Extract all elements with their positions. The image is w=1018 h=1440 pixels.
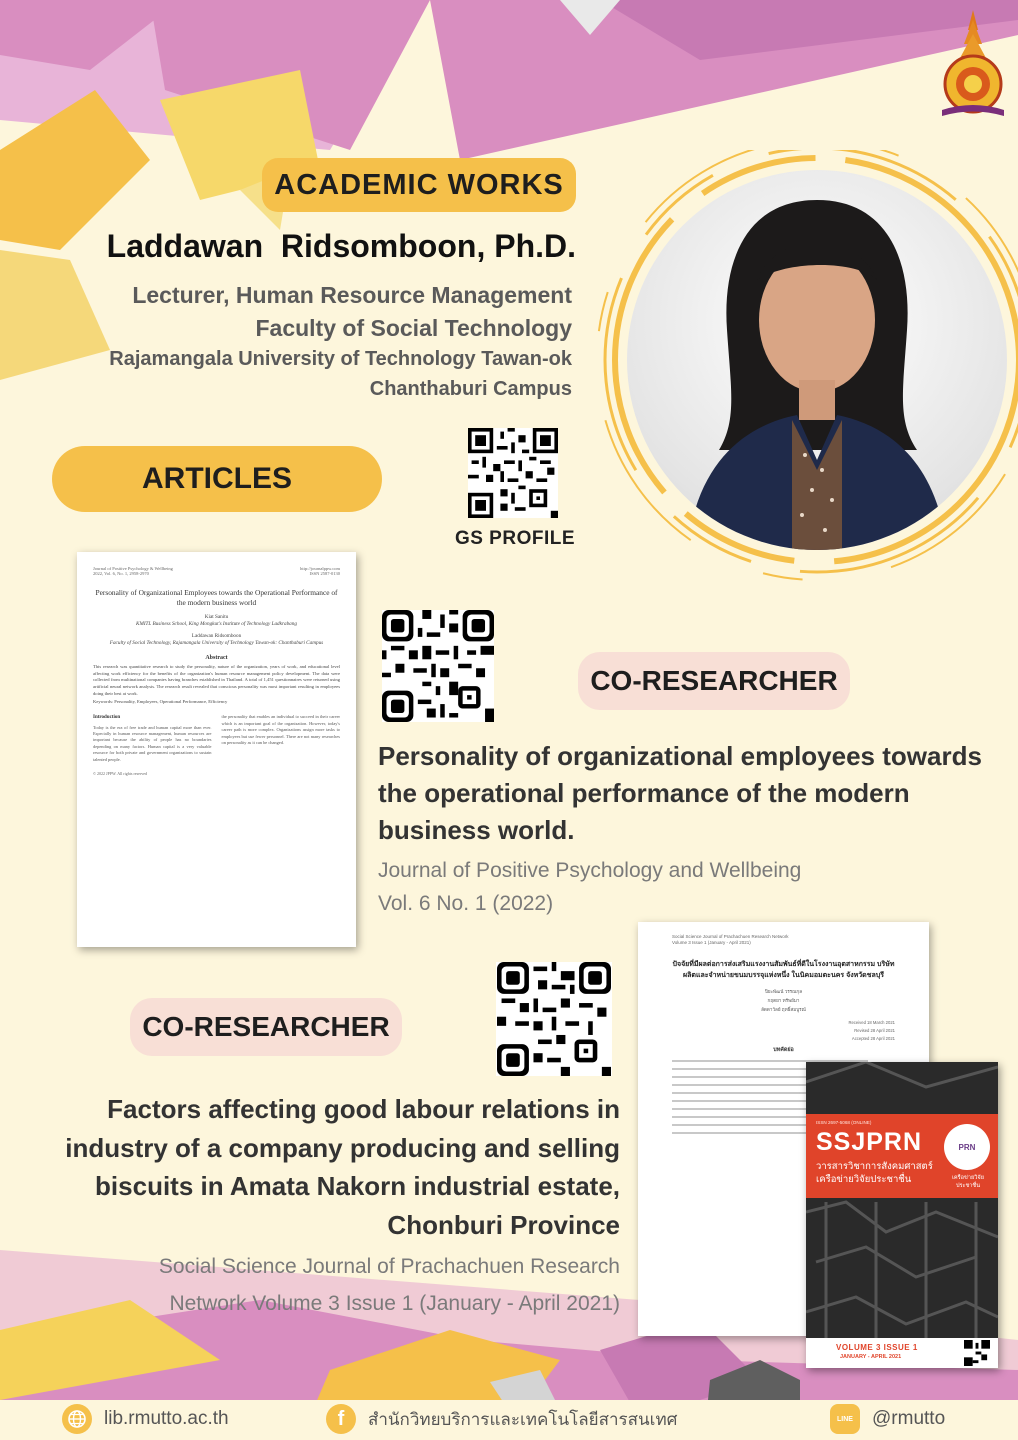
paper2-revised: Revised 28 April 2021 [854,1027,895,1033]
article1-co-researcher-badge: CO-RESEARCHER [578,652,850,710]
paper1-footer: © 2022 JPPW. All rights reserved [93,770,148,776]
paper2-text-line [672,1116,828,1118]
researcher-portrait [592,150,1018,590]
article1-volume: Vol. 6 No. 1 (2022) [378,892,554,915]
gs-profile-label: GS PROFILE [454,528,576,549]
university-seal-logo [938,10,1008,118]
paper1-title: Personality of Organizational Employees towards the Operational Performance of the modern business world [95,588,338,607]
article1-journal-name: Journal of Positive Psychology and Wellbeing [378,859,802,882]
cover-volume: VOLUME 3 ISSUE 1 [836,1343,918,1352]
website-text: lib.rmutto.ac.th [104,1408,229,1429]
paper1-col2: the personality that enables an individual to succeed in their career which is an important goal of the organization. However, today's career path is more complex. Organizations assign more tasks to employees but use fewer personnel. There are not many researches on personality as it can be changed. [221,714,340,745]
article1-title: Personality of organizational employees towards the operational performance of the modern business world. [378,741,982,845]
articles-badge: ARTICLES [52,446,382,512]
paper2-author1: ปิยะพัฒน์ วรรณกุล [764,988,803,994]
article1-journal [378,854,998,920]
paper1-affil2: Faculty of Social Technology, Rajamangala University of Technology Tawan-ok: Chanthaburi Campus [109,639,324,646]
paper1-author2: Laddawan Ridsomboon [191,632,242,639]
paper1-abstract: This research was quantitative research to study the personality, nature of the organization, years of work, and educational level affecting work efficiency for the benefits of the organization's human resource management policy development. The data were collected from multinational companies having branches established in Thailand. A total of 1,451 questionnaires were returned using artificial neural network analysis. The research result revealed that conscious personality was most important resulting in employees doing their best at work. [93,664,340,696]
campus-name: Chanthaburi Campus [369,378,572,400]
globe-icon [62,1404,92,1434]
article1-qr-code[interactable] [382,610,494,722]
prn-logo: PRN [944,1124,990,1170]
paper2-text-line [672,1132,828,1134]
gs-profile-qr-code[interactable] [468,428,558,518]
paper2-author3: ลัดดาวัลย์ ฤทธิ์สมบูรณ์ [761,1007,806,1013]
facebook-link[interactable] [326,1404,677,1434]
position-title: Lecturer, Human Resource Management [132,282,572,308]
paper1-abstract-title: Abstract [205,655,228,662]
paper1-header [93,566,340,576]
cover-subtitle: วารสารวิชาการสังคมศาสตร์ เครือข่ายวิจัยประชาชื่น [816,1161,933,1185]
facebook-icon: f [326,1404,356,1434]
paper1-col1 [93,714,212,763]
cover-issn: ISSN 2697-5068 (ONLINE) [816,1120,872,1125]
article2-volume: Network Volume 3 Issue 1 (January - April 2021) [169,1292,620,1315]
article2-journal-name: Social Science Journal of Prachachuen Research [158,1255,620,1278]
line-chat-icon [830,1404,860,1434]
article2-qr-code[interactable] [496,962,612,1076]
article2-co-researcher-badge: CO-RESEARCHER [130,998,402,1056]
paper2-author2: กฤตยา ทรัพย์มา [767,998,800,1004]
faculty-name: Faculty of Social Technology [255,315,572,341]
cover-date: JANUARY - APRIL 2021 [840,1354,902,1360]
prn-logo-text: เครือข่ายวิจัยประชาชื่น [952,1175,984,1189]
ssjprn-journal-cover[interactable] [806,1062,998,1368]
researcher-name: Laddawan Ridsomboon, Ph.D. [106,228,576,264]
paper1-author1: Kiat Sanitu [204,613,229,620]
website-link[interactable] [62,1404,229,1434]
paper1-journal: Journal of Positive Psychology & Wellbeing [93,566,173,571]
facebook-page-name: สำนักวิทยบริการและเทคโนโลยีสารสนเทศ [368,1409,678,1430]
academic-works-badge: ACADEMIC WORKS [262,158,576,212]
university-name: Rajamangala University of Technology Tawan-ok [109,348,572,370]
line-id-text: @rmutto [872,1408,946,1429]
paper2-text-line [672,1100,828,1102]
paper1-url: http://journalppw.com [300,566,340,571]
paper2-journal: Social Science Journal of Prachachuen Research Network [672,934,789,939]
paper2-abstract-title: บทคัดย่อ [773,1046,794,1053]
footer-bar [0,1396,1018,1440]
cover-qr-code [964,1340,990,1366]
paper1-affil1: KMITL Business School, King Mongkut's Institute of Technology Ladkrabang [136,621,297,628]
article1-paper-thumbnail[interactable] [77,552,356,947]
paper1-issue: 2022, Vol. 6, No. 1, 2958-2970 [93,571,149,576]
portrait-photo [627,170,1007,550]
paper2-issue: Volume 3 Issue 1 (January - April 2021) [672,940,751,946]
paper1-col1-text: Today is the era of free trade and human capital more than ever. Especially in human resource management, human resources are important because the ability of people has no boundaries depending on many factors. Human capital is a very valuable resource for both private and government organizations to sustain talented people. [93,724,212,762]
paper1-intro-title: Introduction [93,715,121,721]
paper2-received: Received 18 March 2021 [848,1019,895,1025]
cover-title-band [806,1114,998,1198]
paper2-text-line [672,1084,828,1086]
paper2-accepted: Accepted 28 April 2021 [851,1036,895,1042]
line-link[interactable] [830,1404,945,1434]
paper1-keywords: Keywords: Personality, Employees, Operational Performance, Efficiency [93,699,228,705]
cover-background-pattern [806,1062,998,1338]
paper1-issn: ISSN 2587-0130 [309,571,340,576]
line-icon-text: LINE [837,1415,853,1423]
article2-title: Factors affecting good labour relations in industry of a company producing and selling biscuits in Amata Nakorn industrial estate, Chonburi Province [65,1094,620,1240]
paper2-title: ปัจจัยที่มีผลต่อการส่งเสริมแรงงานสัมพันธ์ที่ดีในโรงงานอุตสาหกรรม บริษัทผลิตและจำหน่ายขนมบรรจุแห่งหนึ่ง ในนิคมอมตะนคร จังหวัดชลบุรี [672,960,895,979]
paper2-text-line [672,1068,828,1070]
article2-journal [20,1248,620,1322]
cover-title: SSJPRN [816,1128,923,1156]
